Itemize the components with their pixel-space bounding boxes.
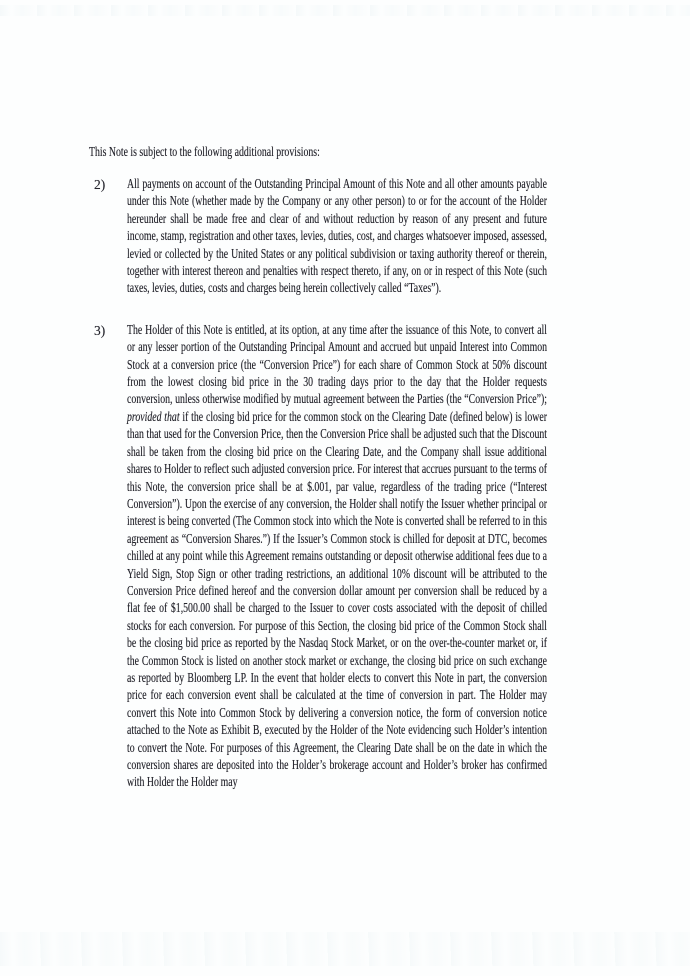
provision-text <box>127 176 547 298</box>
provision-text-segment: if the closing bid price for the common stock on the Clearing Date (defined below) is lower than that used for the Conversion Price, then the Conversion Price shall be adjusted such that the Discount shall be taken from the closing bid price on the Clearing Date, and the Company shall issue additional shares to Holder to reflect such adjusted conversion price. For interest that accrues pursuant to the terms of this Note, the conversion price shall be at $.001, par value, regardless of the trading price (“Interest Conversion”). Upon the exercise of any conversion, the Holder shall notify the Issuer whether principal or interest is being converted (The Common stock into which the Note is converted shall be referred to in this agreement as “Conversion Shares.”) If the Issuer’s Common stock is chilled for deposit at DTC, becomes chilled at any point while this Agreement remains outstanding or deposit otherwise additional fees due to a Yield Sign, Stop Sign or other trading restrictions, an additional 10% discount will be attributed to the Conversion Price defined hereof and the conversion dollar amount per conversion shall be reduced by a flat fee of $1,500.00 shall be charged to the Issuer to cover costs associated with the deposit of chilled stocks for each conversion. For purpose of this Section, the closing bid price of the Common Stock shall be the closing bid price as reported by the Nasdaq Stock Market, or on the over-the-counter market or, if the Common Stock is listed on another stock market or exchange, the closing bid price on such exchange as reported by Bloomberg LP. In the event that holder elects to convert this Note in part, the conversion price for each conversion event shall be calculated at the time of conversion in part. The Holder may convert this Note into Common Stock by delivering a conversion notice, the form of conversion notice attached to the Note as Exhibit B, executed by the Holder of the Note evidencing such Holder’s intention to convert the Note. For purposes of this Agreement, the Clearing Date shall be on the date in which the conversion shares are deposited into the Holder’s brokerage account and Holder’s broker has confirmed with Holder the Holder may <box>127 409 547 791</box>
intro-line: This Note is subject to the following additional provisions: <box>89 145 320 160</box>
provision-text <box>127 322 547 792</box>
provision-text-segment: The Holder of this Note is entitled, at its option, at any time after the issuance of this Note, to convert all or any lesser portion of the Outstanding Principal Amount and accrued but unpaid Interest into Common Stock at a conversion price (the “Conversion Price”) for each share of Common Stock at 50% discount from the lowest closing bid price in the 30 trading days prior to the day that the Holder requests conversion, unless otherwise modified by mutual agreement between the Parties (the “Conversion Price”); <box>127 322 547 408</box>
provision-text-segment: provided that <box>127 409 180 425</box>
scan-artifact-bottom <box>0 932 690 966</box>
provision-item <box>94 322 557 792</box>
provision-text-segment: All payments on account of the Outstanding Principal Amount of this Note and all other amounts payable under this Note (whether made by the Company or any other person) to or for the account of the Holder hereunder shall be made free and clear of and without reduction by reason of any present and future income, stamp, registration and other taxes, levies, duties, cost, and charges whatsoever imposed, assessed, levied or collected by the United States or any political subdivision or taxing authority thereof or therein, together with interest thereon and penalties with respect thereto, if any, on or in respect of this Note (such taxes, levies, duties, costs and charges being herein collectively called “Taxes”). <box>127 177 547 297</box>
provision-number: 2) <box>94 177 106 192</box>
provision-number: 3) <box>94 322 106 338</box>
provisions-list <box>94 176 557 816</box>
provision-item <box>94 176 557 298</box>
scan-artifact-top <box>0 5 690 16</box>
